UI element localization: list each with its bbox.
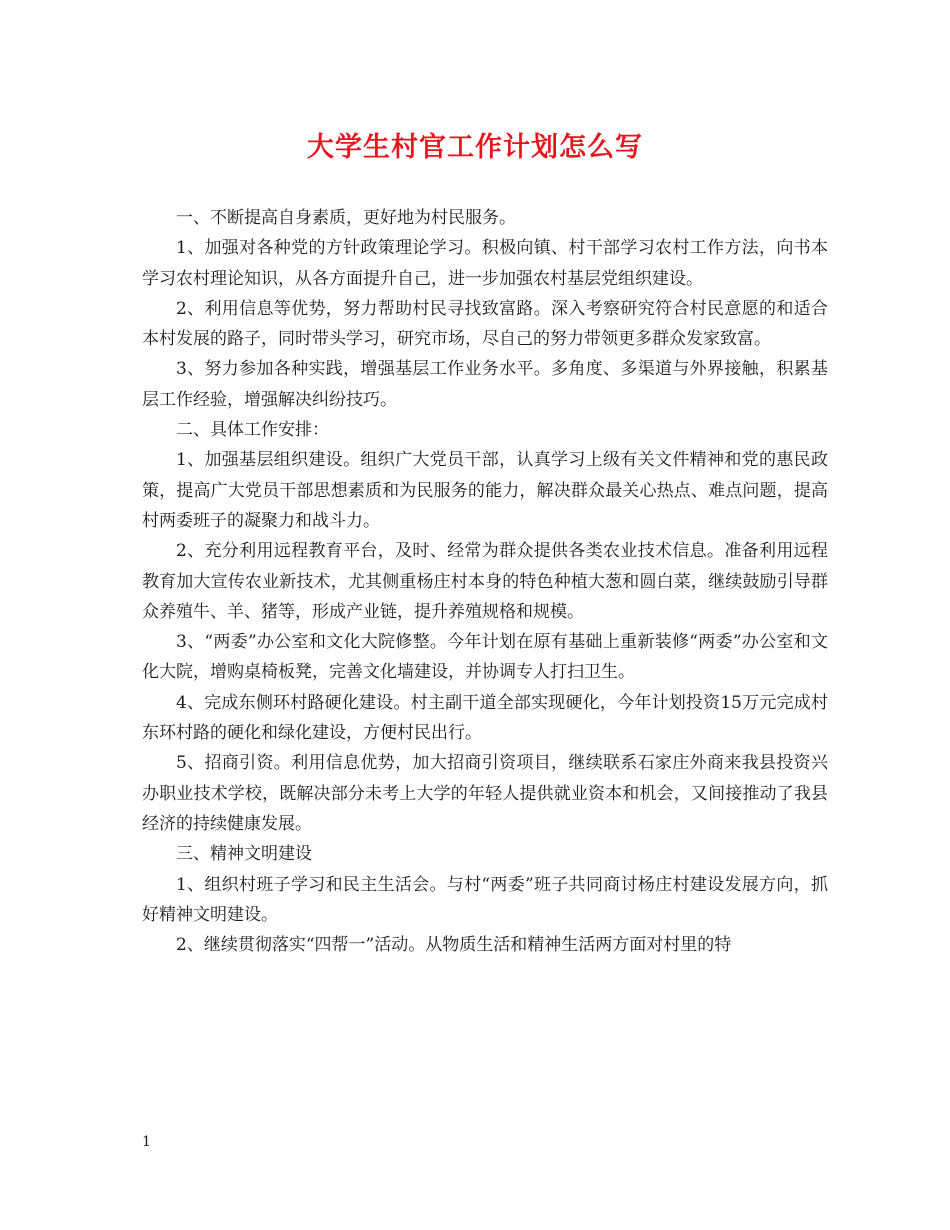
paragraph: 3、“两委”办公室和文化大院修整。今年计划在原有基础上重新装修“两委”办公室和文化大院，增购桌椅板凳，完善文化墙建设，并协调专人打扫卫生。: [142, 632, 828, 683]
document-title: 大学生村官工作计划怎么写: [307, 132, 643, 163]
page-number: 1: [142, 1134, 151, 1150]
paragraph: 1、加强对各种党的方针政策理论学习。积极向镇、村干部学习农村工作方法，向书本学习农村理论知识，从各方面提升自己，进一步加强农村基层党组织建设。: [142, 238, 828, 289]
document-body: [142, 203, 828, 960]
section-heading: 一、不断提高自身素质，更好地为村民服务。: [176, 208, 516, 228]
paragraph: 1、组织村班子学习和民主生活会。与村“两委”班子共同商讨杨庄村建设发展方向，抓好精神文明建设。: [142, 874, 828, 925]
paragraph: 3、努力参加各种实践，增强基层工作业务水平。多角度、多渠道与外界接触，积累基层工作经验，增强解决纠纷技巧。: [142, 359, 828, 410]
paragraph: 4、完成东侧环村路硬化建设。村主副干道全部实现硬化，今年计划投资15万元完成村东环村路的硬化和绿化建设，方便村民出行。: [142, 692, 828, 744]
paragraph: 2、利用信息等优势，努力帮助村民寻找致富路。深入考察研究符合村民意愿的和适合本村发展的路子，同时带头学习，研究市场，尽自己的努力带领更多群众发家致富。: [142, 298, 828, 350]
paragraph: 2、继续贯彻落实“四帮一”活动。从物质生活和精神生活两方面对村里的特: [176, 935, 732, 956]
section-heading: 二、具体工作安排：: [176, 420, 329, 441]
paragraph: 5、招商引资。利用信息优势，加大招商引资项目，继续联系石家庄外商来我县投资兴办职业技术学校，既解决部分未考上大学的年轻人提供就业资本和机会，又间接推动了我县经济的持续健康发展。: [142, 753, 828, 834]
paragraph: 1、加强基层组织建设。组织广大党员干部，认真学习上级有关文件精神和党的惠民政策，提高广大党员干部思想素质和为民服务的能力，解决群众最关心热点、难点问题，提高村两委班子的凝聚力和战斗力。: [142, 450, 828, 531]
paragraph: 2、充分利用远程教育平台，及时、经常为群众提供各类农业技术信息。准备利用远程教育加大宣传农业新技术，尤其侧重杨庄村本身的特色种植大葱和圆白菜，继续鼓励引导群众养殖牛、羊、猪等，形成产业链，提升养殖规格和规模。: [142, 541, 828, 622]
section-heading: 三、精神文明建设: [176, 844, 312, 865]
